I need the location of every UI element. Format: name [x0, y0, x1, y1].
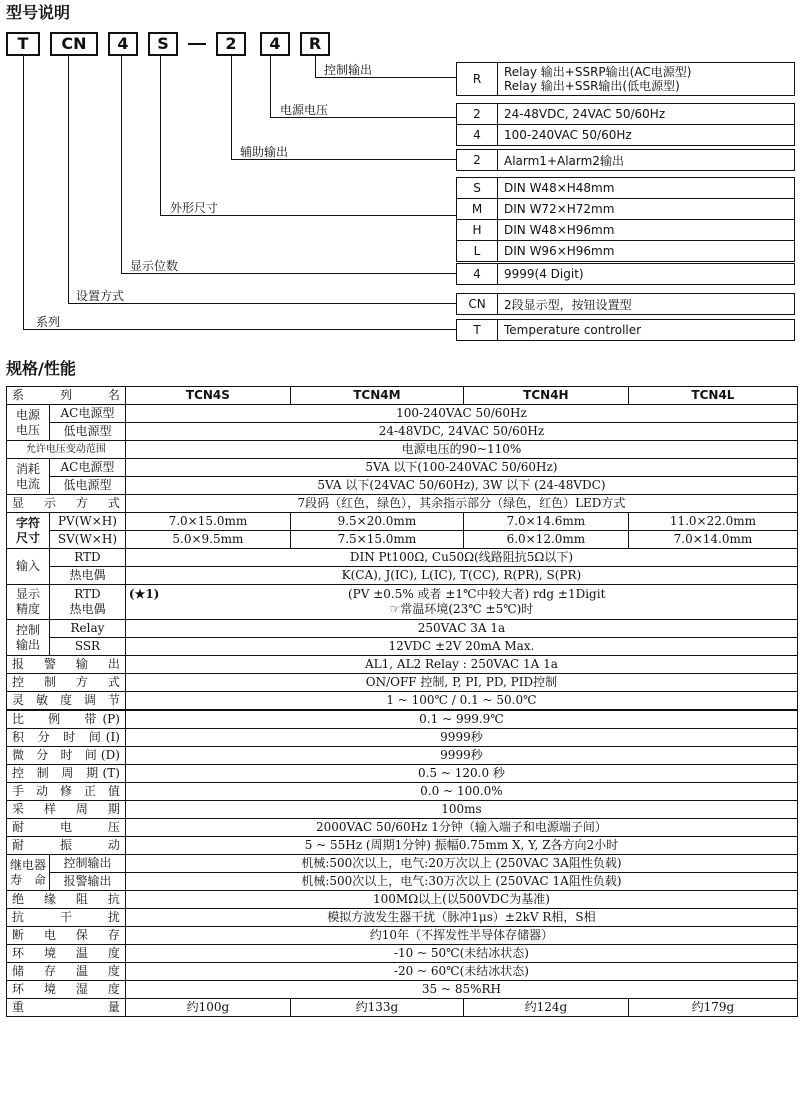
- row-label: 允许电压变动范围: [7, 441, 126, 459]
- value-cell: 模拟方波发生器干扰（脉冲1μs）±2kV R相，S相: [125, 909, 797, 927]
- value-cell: 100-240VAC 50/60Hz: [125, 405, 797, 423]
- row-label: 耐 电 压: [7, 819, 126, 837]
- table-row: [7, 513, 798, 531]
- label-line: 尺寸: [16, 530, 41, 545]
- value-cell: 2000VAC 50/60Hz 1分钟（输入端子和电源端子间）: [125, 819, 797, 837]
- label-control-output: 控制输出: [324, 63, 373, 77]
- desc-cell: DIN W48×H96mm: [498, 220, 795, 241]
- value-cell: 约133g: [290, 999, 463, 1017]
- row-label: 抗 干 扰: [7, 909, 126, 927]
- value-cell: 约124g: [463, 999, 628, 1017]
- header-model: TCN4S: [125, 387, 290, 405]
- value-cell: 7.0×15.0mm: [125, 513, 290, 531]
- row-label: 比 例 带(P): [7, 710, 126, 729]
- table-row: [7, 855, 798, 873]
- table-row: [457, 241, 795, 262]
- value-cell: 100ms: [125, 801, 797, 819]
- sub-label: 报警输出: [50, 873, 126, 891]
- label-line: 精度: [16, 602, 41, 616]
- table-row: [457, 104, 795, 125]
- code-table-series: [456, 319, 795, 341]
- label-line: 控制: [16, 622, 41, 637]
- sub-label: SV(W×H): [50, 531, 126, 549]
- value-cell: 0.5 ~ 120.0 秒: [125, 765, 797, 783]
- sub-label: [50, 585, 126, 620]
- desc-cell: 9999(4 Digit): [498, 264, 795, 285]
- row-label-power: [7, 405, 50, 441]
- value-cell: 机械:500次以上，电气:20万次以上 (250VAC 3A阻性负载): [125, 855, 797, 873]
- label-line: 电压: [16, 422, 41, 437]
- desc-cell: [498, 63, 795, 96]
- value-cell: 0.0 ~ 100.0%: [125, 783, 797, 801]
- table-row: [457, 294, 795, 315]
- code-cell: M: [457, 199, 498, 220]
- model-box-aux: 2: [216, 32, 246, 56]
- label-line: 显示: [16, 587, 41, 601]
- table-row: [457, 220, 795, 241]
- value-cell: AL1, AL2 Relay : 250VAC 1A 1a: [125, 656, 797, 674]
- table-row: [7, 585, 798, 620]
- label-line: 字符: [16, 515, 41, 530]
- table-row: [7, 405, 798, 423]
- table-row: [457, 199, 795, 220]
- row-label: 手 动 修 正 值: [7, 783, 126, 801]
- sub-label: RTD: [50, 549, 126, 567]
- desc-cell: 100-240VAC 50/60Hz: [498, 125, 795, 146]
- table-row: [7, 692, 798, 711]
- row-label: 控 制 周 期(T): [7, 765, 126, 783]
- table-row: [7, 819, 798, 837]
- model-box-power: 4: [260, 32, 290, 56]
- table-row: [7, 531, 798, 549]
- table-row: [7, 891, 798, 909]
- label-digits: 显示位数: [130, 259, 179, 273]
- note-marker: (★1): [128, 587, 160, 601]
- desc-cell: DIN W48×H48mm: [498, 178, 795, 199]
- connector: [68, 56, 69, 304]
- connector: [231, 56, 232, 160]
- table-row: [7, 620, 798, 638]
- row-label-char-size: [7, 513, 50, 549]
- label-aux-output: 辅助输出: [240, 145, 289, 159]
- sub-label: 低电源型: [50, 477, 126, 495]
- value-cell: 约100g: [125, 999, 290, 1017]
- sub-label-line: 热电偶: [69, 602, 106, 616]
- table-row: [7, 999, 798, 1017]
- table-row: [7, 909, 798, 927]
- value-cell: 250VAC 3A 1a: [125, 620, 797, 638]
- value-cell: 9.5×20.0mm: [290, 513, 463, 531]
- value-cell: 约10年（不挥发性半导体存储器）: [125, 927, 797, 945]
- desc-line: Relay 输出+SSRP输出(AC电源型): [504, 65, 692, 79]
- value-cell: ON/OFF 控制, P, PI, PD, PID控制: [125, 674, 797, 692]
- table-row: [7, 710, 798, 729]
- model-box-series: T: [6, 32, 40, 56]
- label-line: 电流: [16, 476, 41, 491]
- table-row: [7, 765, 798, 783]
- sub-label: SSR: [50, 638, 126, 656]
- table-row: [7, 981, 798, 999]
- value-line: ☞常温环境(23℃ ±5℃)时: [389, 602, 534, 616]
- table-row: [7, 549, 798, 567]
- row-label-relay-life: [7, 855, 50, 891]
- row-label: 显 示 方 式: [7, 495, 126, 513]
- desc-cell: DIN W96×H96mm: [498, 241, 795, 262]
- table-row: [7, 459, 798, 477]
- table-row: [7, 783, 798, 801]
- sub-label: Relay: [50, 620, 126, 638]
- table-row: [457, 150, 795, 171]
- value-cell: 5.0×9.5mm: [125, 531, 290, 549]
- desc-cell: 24-48VDC, 24VAC 50/60Hz: [498, 104, 795, 125]
- table-row: [457, 178, 795, 199]
- section-title-model: 型号说明: [6, 3, 71, 22]
- connector: [23, 329, 456, 330]
- table-row: [7, 656, 798, 674]
- sub-label: 低电源型: [50, 423, 126, 441]
- code-table-output: [456, 62, 795, 96]
- label-line: 消耗: [16, 461, 41, 476]
- code-table-size: [456, 177, 795, 262]
- table-row: [7, 567, 798, 585]
- sub-label: 热电偶: [50, 567, 126, 585]
- code-cell: 2: [457, 150, 498, 171]
- row-label-consumption: [7, 459, 50, 495]
- row-label-accuracy: [7, 585, 50, 620]
- row-label: 控 制 方 式: [7, 674, 126, 692]
- model-box-output: R: [300, 32, 330, 56]
- sub-label: 控制输出: [50, 855, 126, 873]
- label-line: 输出: [16, 637, 41, 652]
- section-title-spec: 规格/性能: [6, 359, 76, 378]
- desc-line: Relay 输出+SSR输出(低电源型): [504, 79, 680, 93]
- sub-label: PV(W×H): [50, 513, 126, 531]
- value-cell: 7段码（红色，绿色），其余指示部分（绿色，红色）LED方式: [125, 495, 797, 513]
- value-cell: 1 ~ 100℃ / 0.1 ~ 50.0℃: [125, 692, 797, 711]
- code-cell: R: [457, 63, 498, 96]
- label-line: 寿 命: [10, 872, 47, 887]
- value-cell: 12VDC ±2V 20mA Max.: [125, 638, 797, 656]
- value-cell: [125, 585, 797, 620]
- table-row: [7, 747, 798, 765]
- row-label: 环 境 湿 度: [7, 981, 126, 999]
- code-cell: 4: [457, 125, 498, 146]
- desc-cell: Alarm1+Alarm2输出: [498, 150, 795, 171]
- header-model: TCN4M: [290, 387, 463, 405]
- code-cell: 2: [457, 104, 498, 125]
- label-power-voltage: 电源电压: [280, 103, 329, 117]
- value-cell: 9999秒: [125, 747, 797, 765]
- table-row: [7, 441, 798, 459]
- connector: [270, 56, 271, 118]
- row-label-control-output: [7, 620, 50, 656]
- code-cell: CN: [457, 294, 498, 315]
- label-line: 电源: [16, 407, 41, 422]
- table-row: [7, 837, 798, 855]
- value-cell: 11.0×22.0mm: [628, 513, 797, 531]
- table-row: [457, 264, 795, 285]
- header-model: TCN4H: [463, 387, 628, 405]
- label-setting: 设置方式: [76, 289, 125, 303]
- connector: [315, 56, 316, 78]
- table-row: [7, 801, 798, 819]
- label-size: 外形尺寸: [170, 201, 219, 215]
- sub-label: AC电源型: [50, 459, 126, 477]
- code-cell: T: [457, 320, 498, 341]
- value-cell: -10 ~ 50℃(未结冰状态): [125, 945, 797, 963]
- row-label: 微 分 时 间(D): [7, 747, 126, 765]
- value-cell: K(CA), J(IC), L(IC), T(CC), R(PR), S(PR): [125, 567, 797, 585]
- row-label: 报 警 输 出: [7, 656, 126, 674]
- row-label: 绝 缘 阻 抗: [7, 891, 126, 909]
- value-cell: 电源电压的90~110%: [125, 441, 797, 459]
- row-label: 储 存 温 度: [7, 963, 126, 981]
- connector: [121, 56, 122, 274]
- value-cell: -20 ~ 60℃(未结冰状态): [125, 963, 797, 981]
- code-cell: L: [457, 241, 498, 262]
- table-row: [7, 477, 798, 495]
- row-label: 采 样 周 期: [7, 801, 126, 819]
- value-cell: 100MΩ以上(以500VDC为基准): [125, 891, 797, 909]
- value-cell: 7.0×14.0mm: [628, 531, 797, 549]
- value-cell: 约179g: [628, 999, 797, 1017]
- connector: [23, 56, 24, 330]
- value-cell: 0.1 ~ 999.9℃: [125, 710, 797, 729]
- value-cell: 5VA 以下(24VAC 50/60Hz), 3W 以下 (24-48VDC): [125, 477, 797, 495]
- value-cell: DIN Pt100Ω, Cu50Ω(线路阻抗5Ω以下): [125, 549, 797, 567]
- desc-cell: 2段显示型，按钮设置型: [498, 294, 795, 315]
- table-row: [7, 945, 798, 963]
- code-table-power: [456, 103, 795, 146]
- row-label: 环 境 温 度: [7, 945, 126, 963]
- code-table-aux: [456, 149, 795, 171]
- code-cell: H: [457, 220, 498, 241]
- connector: [68, 303, 456, 304]
- value-cell: 6.0×12.0mm: [463, 531, 628, 549]
- table-row: [457, 320, 795, 341]
- sub-label-line: RTD: [74, 587, 101, 601]
- table-row: [7, 423, 798, 441]
- model-box-digits: 4: [108, 32, 138, 56]
- table-header-row: [7, 387, 798, 405]
- label-series: 系列: [36, 315, 61, 329]
- value-cell: 5 ~ 55Hz (周期1分钟) 振幅0.75mm X, Y, Z各方向2小时: [125, 837, 797, 855]
- row-label: 输入: [7, 549, 50, 585]
- code-table-digits: [456, 263, 795, 285]
- value-cell: 35 ~ 85%RH: [125, 981, 797, 999]
- value-cell: 5VA 以下(100-240VAC 50/60Hz): [125, 459, 797, 477]
- table-row: [7, 927, 798, 945]
- desc-cell: DIN W72×H72mm: [498, 199, 795, 220]
- value-cell: 9999秒: [125, 729, 797, 747]
- header-model: TCN4L: [628, 387, 797, 405]
- model-box-size: S: [148, 32, 178, 56]
- row-label: 重 量: [7, 999, 126, 1017]
- table-row: [7, 674, 798, 692]
- row-label: 断 电 保 存: [7, 927, 126, 945]
- table-row: [7, 873, 798, 891]
- code-cell: 4: [457, 264, 498, 285]
- code-cell: S: [457, 178, 498, 199]
- code-table-setting: [456, 293, 795, 315]
- table-row: [7, 729, 798, 747]
- spec-table: [6, 386, 798, 1017]
- sub-label: AC电源型: [50, 405, 126, 423]
- model-separator: [188, 43, 206, 45]
- header-series: 系 列 名: [7, 387, 126, 405]
- table-row: [7, 495, 798, 513]
- table-row: [7, 638, 798, 656]
- value-cell: 7.5×15.0mm: [290, 531, 463, 549]
- row-label: 灵 敏 度 调 节: [7, 692, 126, 711]
- row-label: 积 分 时 间(I): [7, 729, 126, 747]
- table-row: [7, 963, 798, 981]
- table-row: [457, 63, 795, 96]
- connector: [160, 56, 161, 216]
- row-label: 耐 振 动: [7, 837, 126, 855]
- value-cell: 7.0×14.6mm: [463, 513, 628, 531]
- label-line: 继电器: [10, 857, 47, 872]
- value-cell: 24-48VDC, 24VAC 50/60Hz: [125, 423, 797, 441]
- desc-cell: Temperature controller: [498, 320, 795, 341]
- value-cell: 机械:500次以上，电气:30万次以上 (250VAC 1A阻性负载): [125, 873, 797, 891]
- model-box-setting: CN: [50, 32, 98, 56]
- table-row: [457, 125, 795, 146]
- value-line: (PV ±0.5% 或者 ±1℃中较大者) rdg ±1Digit: [347, 587, 606, 601]
